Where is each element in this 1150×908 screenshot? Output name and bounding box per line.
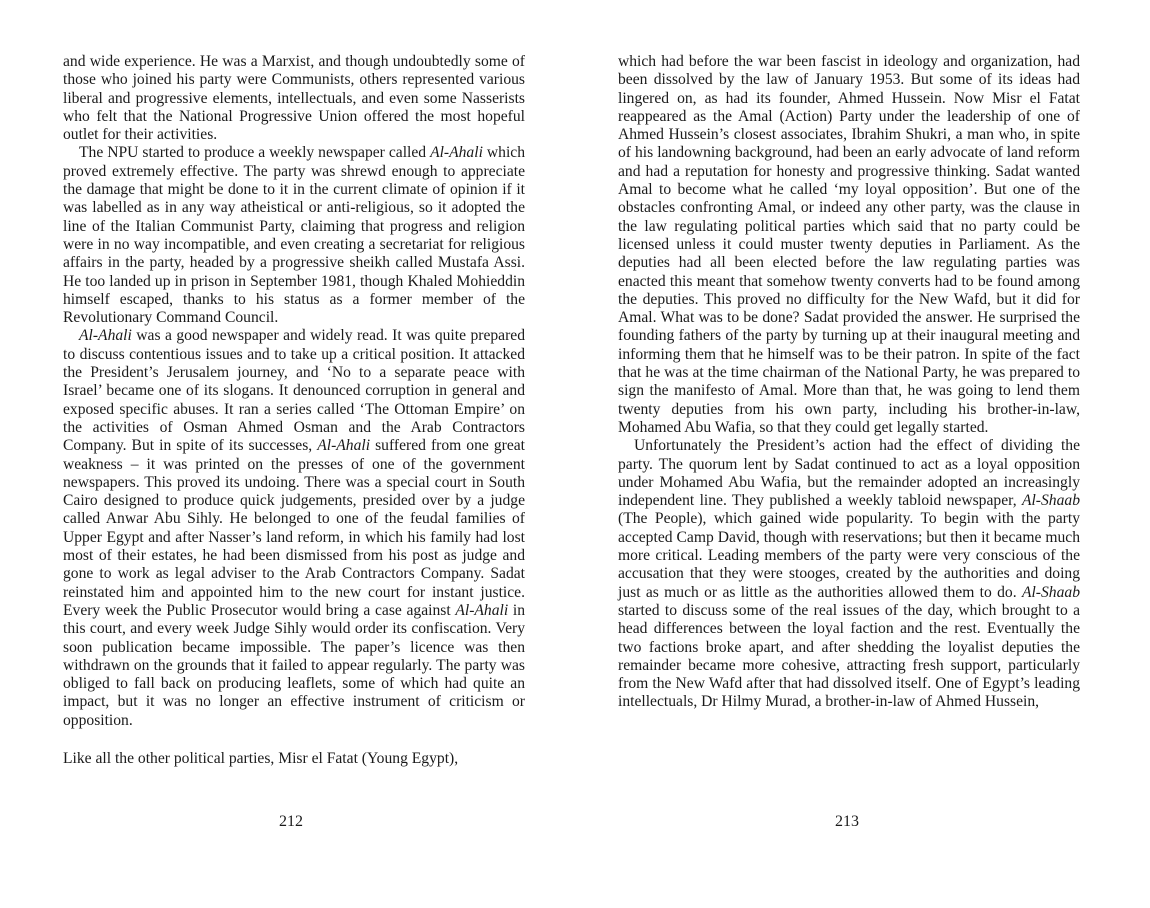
right-page [618,53,1080,712]
paragraph: Unfortunately the President’s action had the effect of dividing the party. The quorum lent by Sadat continued to act as a loyal opposition under Mohamed Abu Wafia, but the remainder adopted an increasingly independent line. They published a weekly tabloid newspaper, Al-Shaab (The People), which gained wide popularity. To begin with the party accepted Camp David, though with reservations; but then it became much more critical. Leading members of the party were very conscious of the accusation that they were stooges, created by the authorities and doing just as much or as little as the authorities allowed them to do. Al-Shaab started to discuss some of the real issues of the day, which brought to a head differences between the loyal faction and the rest. Eventually the two factions broke apart, and after shedding the loyalist deputies the remainder became more cohesive, attracting fresh support, particularly from the New Wafd after that had dissolved itself. One of Egypt’s leading intellectuals, Dr Hilmy Murad, a brother-in-law of Ahmed Hussein, [618,437,1080,711]
paragraph: which had before the war been fascist in ideology and organization, had been dissolved by the law of January 1953. But some of its ideas had lingered on, as had its founder, Ahmed Hussein. Now Misr el Fatat reappeared as the Amal (Action) Party under the leadership of one of Ahmed Hussein’s closest associates, Ibrahim Shukri, a man who, in spite of his landowning background, had been an early advocate of land reform and had a reputation for honesty and progressive thinking. Sadat wanted Amal to become what he called ‘my loyal opposition’. But one of the obstacles confronting Amal, or indeed any other party, was the clause in the law regulating political parties which said that no party could be licensed unless it could muster twenty deputies in Parliament. As the deputies had all been elected before the law regulating parties was enacted this meant that somehow twenty converts had to be found among the deputies. This proved no difficulty for the New Wafd, but it did for Amal. What was to be done? Sadat provided the answer. He surprised the founding fathers of the party by turning up at their inaugural meeting and informing them that he himself was to be their patron. In spite of the fact that he was at the time chairman of the National Party, he was prepared to sign the manifesto of Amal. More than that, he was going to lend them twenty deputies from his own party, including his brother-in-law, Mohamed Abu Wafia, so that they could get legally started. [618,53,1080,436]
left-page-text [63,53,525,768]
paragraph: Like all the other political parties, Misr el Fatat (Young Egypt), [63,749,459,767]
page-number-right: 213 [835,813,859,830]
paragraph: The NPU started to produce a weekly newspaper called Al-Ahali which proved extremely effective. The party was shrewd enough to appreciate the damage that might be done to it in the current climate of opinion if it was labelled as in any way atheistical or anti-religious, so it adopted the line of the Italian Communist Party, claiming that progress and religion were in no way incompatible, and even creating a secretariat for religious affairs in the party, headed by a progressive sheikh called Mustafa Assi. He too landed up in prison in September 1981, though Khaled Mohieddin himself escaped, thanks to his status as a former member of the Revolutionary Command Council. [63,144,525,327]
paragraph: and wide experience. He was a Marxist, and though undoubtedly some of those who joined his party were Communists, others represented various liberal and progressive elements, intellectuals, and even some Nasserists who felt that the National Progressive Union offered the most hopeful outlet for their activities. [63,53,525,144]
paragraph: Al-Ahali was a good newspaper and widely read. It was quite prepared to discuss contentious issues and to take up a critical position. It attacked the President’s Jerusalem journey, and ‘No to a separate peace with Israel’ became one of its slogans. It denounced corruption in general and exposed specific abuses. It ran a series called ‘The Ottoman Empire’ on the activities of Osman Ahmed Osman and the Arab Contractors Company. But in spite of its successes, Al-Ahali suffered from one great weakness – it was printed on the presses of one of the government newspapers. This proved its undoing. There was a special court in South Cairo designed to produce quick judgements, presided over by a judge called Anwar Abu Sihly. He belonged to one of the feudal families of Upper Egypt and after Nasser’s land reform, in which his family had lost most of their estates, he had been dismissed from his post as judge and gone to work as legal adviser to the Arab Contractors Company. Sadat reinstated him and appointed him to the new court for instant justice. Every week the Public Prosecutor would bring a case against Al-Ahali in this court, and every week Judge Sihly would order its confiscation. Very soon publication became impossible. The paper’s licence was then withdrawn on the grounds that it failed to appear regularly. The party was obliged to fall back on producing leaflets, some of which had quite an impact, but it was no longer an effective instrument of criticism or opposition. [63,327,525,729]
page-number-left: 212 [279,813,303,830]
right-page-text [618,53,1080,712]
left-page [63,53,525,768]
